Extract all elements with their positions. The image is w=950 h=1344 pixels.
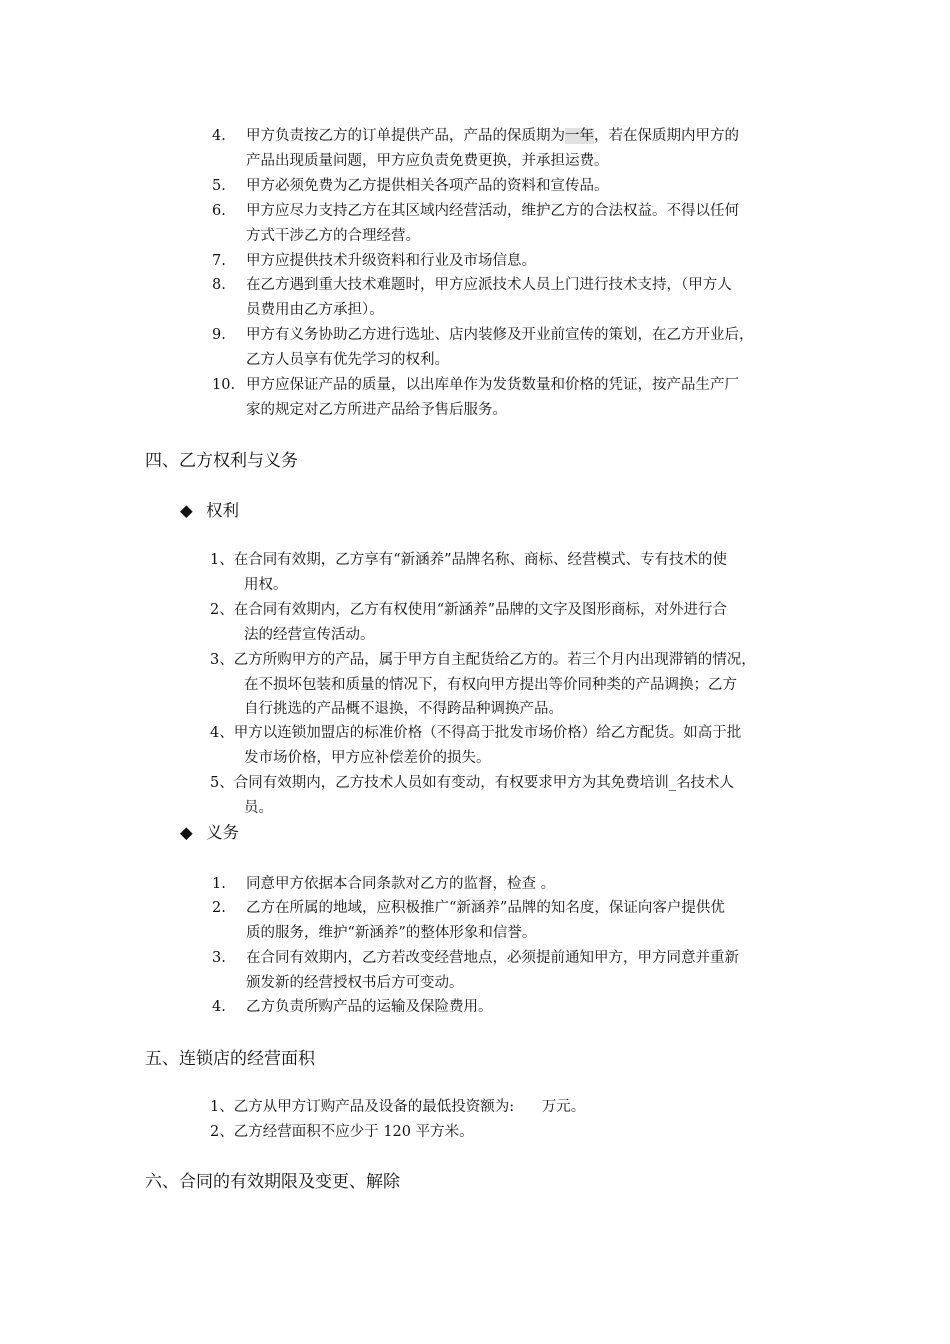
item-text: 产品出现质量问题，甲方应负责免费更换，并承担运费。 [246,152,609,169]
list-item [212,199,812,248]
list-item: 1、乙方从甲方订购产品及设备的最低投资额为: 万元。 [210,1099,586,1115]
section-heading: 五、连锁店的经营面积 [145,1049,315,1069]
item-text: 甲方有义务协助乙方进行选址、店内装修及开业前宣传的策划，在乙方开业后， [246,327,754,343]
item-text: 4、甲方以连锁加盟店的标准价格（不得高于批发市场价格）给乙方配货。如高于批 [210,725,742,741]
item-text: 颁发新的经营授权书后方可变动。 [246,974,464,991]
list-item [212,872,812,897]
item-text: 2、在合同有效期内，乙方有权使用“新涵养”品牌的文字及图形商标，对外进行合 [210,602,728,618]
item-text: 自行挑选的产品概不退换，不得跨品种调换产品。 [244,701,563,717]
rights-heading [180,498,239,524]
item-text: 方式干涉乙方的合理经营。 [246,227,420,244]
list-item [212,946,812,995]
list-item [212,373,812,422]
highlighted-term: 一年 [565,128,594,144]
list-item [212,174,812,199]
item-text: 甲方应提供技术升级资料和行业及市场信息。 [246,253,536,269]
item-text: 在乙方遇到重大技术难题时，甲方应派技术人员上门进行技术支持，（甲方人 [246,277,732,293]
item-number: 3. [212,950,226,966]
diamond-bullet-icon: ◆ [180,501,193,520]
rights-heading-label: 权利 [206,501,239,520]
item-text: 家的规定对乙方所进产品给予售后服务。 [246,401,507,418]
item-text: 甲方应保证产品的质量，以出库单作为发货数量和价格的凭证，按产品生产厂 [246,377,739,393]
item-number: 10. [212,377,236,393]
item-text: 在不损坏包装和质量的情况下，有权向甲方提出等价同种类的产品调换；乙方 [244,676,737,693]
item-text: 乙方人员享有优先学习的权利。 [246,351,449,368]
list-item [212,896,812,945]
item-number: 2. [212,900,226,916]
section-heading: 六、合同的有效期限及变更、解除 [145,1172,400,1192]
list-item [210,721,810,770]
list-item [210,771,810,820]
item-number: 6. [212,203,226,219]
duties-heading [180,820,239,846]
item-text: 同意甲方依据本合同条款对乙方的监督，检查 。 [246,876,556,892]
item-number: 8. [212,277,226,293]
item-text: 用权。 [244,576,288,593]
item-text: 1、在合同有效期，乙方享有“新涵养”品牌名称、商标、经营模式、专有技术的使 [210,552,728,568]
item-text: 法的经营宣传活动。 [244,626,375,643]
item-text: 甲方必须免费为乙方提供相关各项产品的资料和宣传品。 [246,178,609,194]
item-text: 员费用由乙方承担）。 [246,301,384,318]
diamond-bullet-icon: ◆ [180,823,193,842]
item-text: ，若在保质期内甲方的 [594,128,739,144]
list-item [210,548,810,597]
item-text: 发市场价格，甲方应补偿差价的损失。 [244,749,491,766]
item-number: 4. [212,999,226,1015]
list-item [212,124,812,173]
item-number: 5. [212,178,226,194]
item-text: 甲方负责按乙方的订单提供产品，产品的保质期为 [246,128,565,144]
item-text: 甲方应尽力支持乙方在其区域内经营活动，维护乙方的合法权益。不得以任何 [246,203,739,219]
list-item [210,648,810,722]
list-item: 2、乙方经营面积不应少于 120 平方米。 [210,1124,474,1140]
list-item [212,323,812,372]
item-text: 质的服务，维护“新涵养”的整体形象和信誉。 [246,924,537,941]
item-number: 9. [212,327,226,343]
duties-heading-label: 义务 [206,823,239,842]
item-text: 5、合同有效期内，乙方技术人员如有变动，有权要求甲方为其免费培训_名技术人 [210,775,734,791]
item-text: 3、乙方所购甲方的产品，属于甲方自主配货给乙方的。若三个月内出现滞销的情况， [210,652,756,668]
item-number: 7. [212,253,226,269]
list-item [210,598,810,647]
list-item [212,249,812,274]
list-item [212,273,812,322]
item-number: 4. [212,128,226,144]
item-number: 1. [212,876,226,892]
item-text: 员。 [244,799,273,816]
item-text: 乙方负责所购产品的运输及保险费用。 [246,999,493,1015]
list-item [212,995,812,1020]
section-heading: 四、乙方权利与义务 [145,451,298,471]
item-text: 乙方在所属的地域，应积极推广“新涵养”品牌的知名度，保证向客户提供优 [246,900,725,916]
item-text: 在合同有效期内，乙方若改变经营地点，必须提前通知甲方，甲方同意并重新 [246,950,739,966]
